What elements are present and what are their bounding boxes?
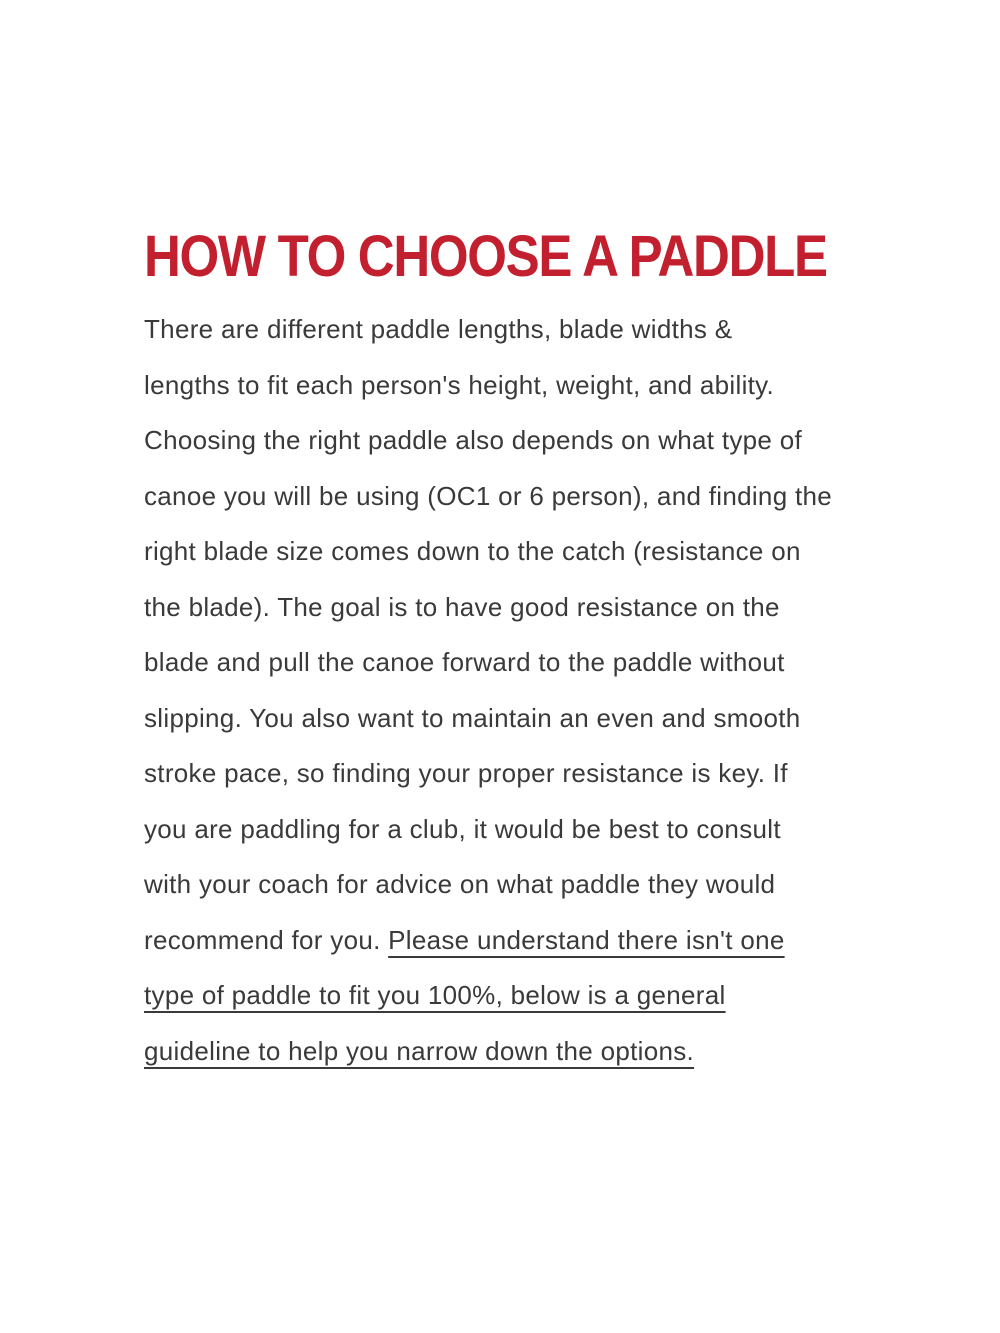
text-line [144,857,860,913]
text-line [144,302,860,358]
text-segment: slipping. You also want to maintain an even and smooth [144,702,801,733]
text-segment: right blade size comes down to the catch (resistance on [144,536,801,566]
text-line [144,1024,860,1080]
underlined-text: Please understand there isn't one [388,924,785,955]
text-segment: lengths to fit each person's height, weight, and ability. [144,369,775,400]
text-segment: canoe you will be using (OC1 or 6 person), and finding the [144,480,833,511]
text-segment: Choosing the right paddle also depends on what type of [144,425,802,455]
text-line [144,413,860,469]
text-line [144,635,860,691]
intro-paragraph [144,302,860,1079]
text-segment: you are paddling for a club, it would be best to consult [144,813,781,844]
underlined-text: type of paddle to fit you 100%, below is a general [144,980,726,1010]
text-line [144,580,860,636]
text-segment: stroke pace, so finding your proper resistance is key. If [144,758,788,788]
article-content [144,224,860,1079]
text-segment: the blade). The goal is to have good resistance on the [144,591,780,622]
text-segment: with your coach for advice on what paddle they would [144,869,776,899]
text-line [144,746,860,802]
page-title: HOW TO CHOOSE A PADDLE [144,224,827,289]
text-line [144,802,860,858]
text-line [144,913,860,969]
text-line [144,358,860,414]
text-segment: There are different paddle lengths, blade widths & [144,314,733,344]
text-line [144,691,860,747]
underlined-text: guideline to help you narrow down the options. [144,1035,695,1066]
text-segment: recommend for you. [144,924,389,955]
text-segment: blade and pull the canoe forward to the paddle without [144,647,785,677]
text-line [144,968,860,1024]
text-line [144,469,860,525]
text-line [144,524,860,580]
